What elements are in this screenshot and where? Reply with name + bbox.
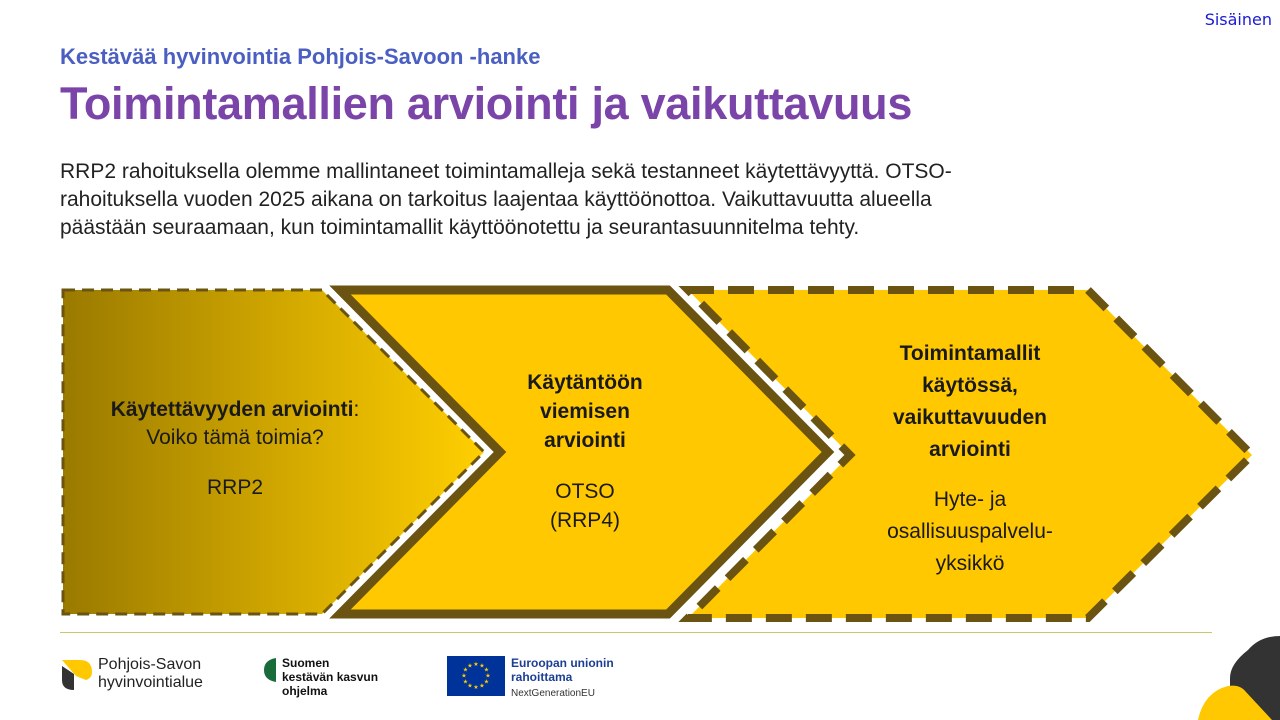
svg-text:★: ★ [473, 684, 479, 691]
eu-logo-line-2: rahoittama [511, 670, 573, 684]
stage-3-text [850, 338, 1090, 580]
eu-flag-icon [447, 656, 505, 696]
svg-text:★: ★ [461, 672, 467, 680]
svg-text:★: ★ [467, 662, 473, 670]
stage-2-funding-line-2: (RRP4) [549, 509, 620, 532]
stage-3-title-line-3: vaikuttavuuden [892, 406, 1048, 429]
stage-3-unit-line-1: Hyte- ja [933, 488, 1007, 511]
psh-logo-line-2: hyvinvointialue [98, 674, 203, 691]
leaf-icon [262, 656, 278, 684]
stage-3-title-line-4: arviointi [929, 438, 1011, 461]
psh-logo-line-1: Pohjois-Savon [98, 656, 202, 673]
svg-text:★: ★ [462, 666, 469, 674]
intro-line-1: RRP2 rahoituksella olemme mallintaneet toimintamalleja sekä testanneet käytettävyyttä. OTSO- [60, 160, 952, 183]
svg-text:★: ★ [467, 682, 473, 690]
intro-line-3: päästään seuraamaan, kun toimintamallit käyttöönotettu ja seurantasuunnitelma tehty. [60, 216, 860, 239]
stage-2-title-line-2: viemisen [540, 400, 630, 423]
stage-3-unit-line-2: osallisuuspalvelu- [887, 520, 1053, 543]
stage-1-funding: RRP2 [206, 476, 264, 499]
svg-text:★: ★ [485, 672, 491, 680]
svg-text:★: ★ [462, 678, 469, 686]
stage-3-title-line-1: Toimintamallit [899, 342, 1041, 365]
stage-1-title: Käytettävyyden arviointi [110, 398, 354, 421]
stage-3-title-line-2: käytössä, [922, 374, 1018, 397]
classification-label: Sisäinen [1204, 10, 1272, 29]
project-subtitle: Kestävää hyvinvointia Pohjois-Savoon -hanke [60, 44, 541, 69]
stage-3-unit-line-3: yksikkö [935, 552, 1005, 575]
psh-logo-icon [60, 658, 94, 692]
eu-logo-line-3: NextGenerationEU [511, 688, 595, 699]
stage-2-funding-line-1: OTSO [555, 480, 615, 503]
page-title: Toimintamallien arviointi ja vaikuttavuus [60, 78, 913, 129]
svg-text:★: ★ [483, 666, 490, 674]
svg-text:★: ★ [479, 662, 485, 670]
eu-logo-line-1: Euroopan unionin [511, 656, 614, 670]
intro-line-2: rahoituksella vuoden 2025 aikana on tarkoitus laajentaa käyttöönottoa. Vaikuttavuutta alueella [60, 188, 932, 211]
stage-1-text [70, 396, 400, 502]
svg-text:★: ★ [479, 682, 485, 690]
stage-2-title-line-1: Käytäntöön [527, 371, 643, 394]
stage-2-text [470, 368, 700, 535]
svg-text:★: ★ [483, 678, 490, 686]
svg-text:★: ★ [473, 661, 479, 668]
footer-divider [60, 632, 1212, 633]
stage-1-title-suffix: : [353, 398, 360, 421]
sk-logo-line-3: ohjelma [282, 684, 328, 698]
corner-decoration [1180, 630, 1280, 720]
sk-logo-line-1: Suomen [282, 656, 330, 670]
stage-1-subtitle: Voiko tämä toimia? [146, 426, 324, 449]
stage-2-title-line-3: arviointi [544, 429, 626, 452]
sk-logo-line-2: kestävän kasvun [282, 670, 379, 684]
